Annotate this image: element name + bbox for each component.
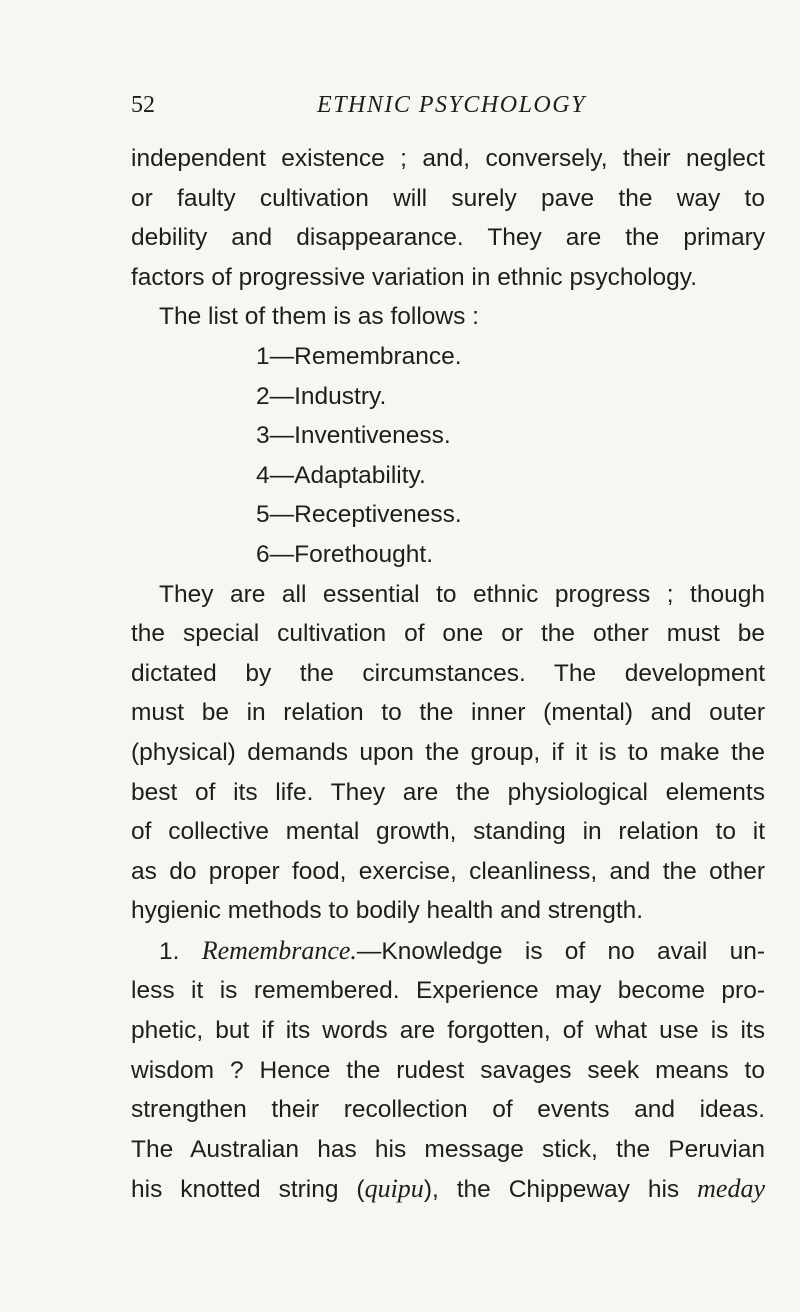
text-line: dictated by the circumstances. The development <box>131 659 765 687</box>
list-intro: The list of them is as follows : <box>159 303 479 331</box>
text-line: wisdom ? Hence the rudest savages seek means to <box>131 1056 765 1084</box>
text-line: must be in relation to the inner (mental) and outer <box>131 699 765 727</box>
list-item: 6—Forethought. <box>256 540 434 568</box>
page-number: 52 <box>131 92 155 118</box>
running-head: ETHNIC PSYCHOLOGY <box>317 92 586 118</box>
section-first-line: —Knowledge is of no avail un- <box>356 937 765 965</box>
text-line: or faulty cultivation will surely pave the way to <box>131 184 765 212</box>
text-line: They are all essential to ethnic progress ; though <box>159 580 765 608</box>
list-item: 5—Receptiveness. <box>256 501 462 529</box>
list-item: 3—Inventiveness. <box>256 422 451 450</box>
text-line: strengthen their recollection of events and ideas. <box>131 1096 765 1124</box>
text-line: factors of progressive variation in ethnic psychology. <box>131 263 698 291</box>
text-line: best of its life. They are the physiological elements <box>131 778 765 806</box>
text-line: the special cultivation of one or the other must be <box>131 620 765 648</box>
list-item: 2—Industry. <box>256 382 387 410</box>
text-line: of collective mental growth, standing in relation to it <box>131 818 765 846</box>
section-heading: Remembrance. <box>201 935 357 965</box>
section-number: 1. <box>159 937 180 965</box>
text-line: independent existence ; and, conversely, their neglect <box>131 145 765 172</box>
list-item: 1—Remembrance. <box>256 342 462 370</box>
text-line: debility and disappearance. They are the primary <box>131 224 765 252</box>
list-item: 4—Adaptability. <box>256 461 426 489</box>
page-header <box>131 88 732 122</box>
text-line: The Australian has his message stick, the Peruvian <box>131 1135 765 1163</box>
text-line: as do proper food, exercise, cleanliness, and the other <box>131 857 765 885</box>
italic-term-quipu: quipu <box>364 1174 424 1204</box>
text-fragment: ), the Chippeway his <box>423 1176 698 1204</box>
text-line: less it is remembered. Experience may become pro- <box>131 977 765 1005</box>
section-heading-line <box>131 931 765 972</box>
italic-term-meday: meday <box>697 1174 765 1204</box>
text-fragment: his knotted string ( <box>131 1176 365 1204</box>
text-line-final <box>131 1169 765 1210</box>
text-line: phetic, but if its words are forgotten, of what use is its <box>131 1017 765 1045</box>
text-line: (physical) demands upon the group, if it is to make the <box>131 738 765 766</box>
text-line: hygienic methods to bodily health and strength. <box>131 897 644 925</box>
body-text <box>131 139 765 1210</box>
